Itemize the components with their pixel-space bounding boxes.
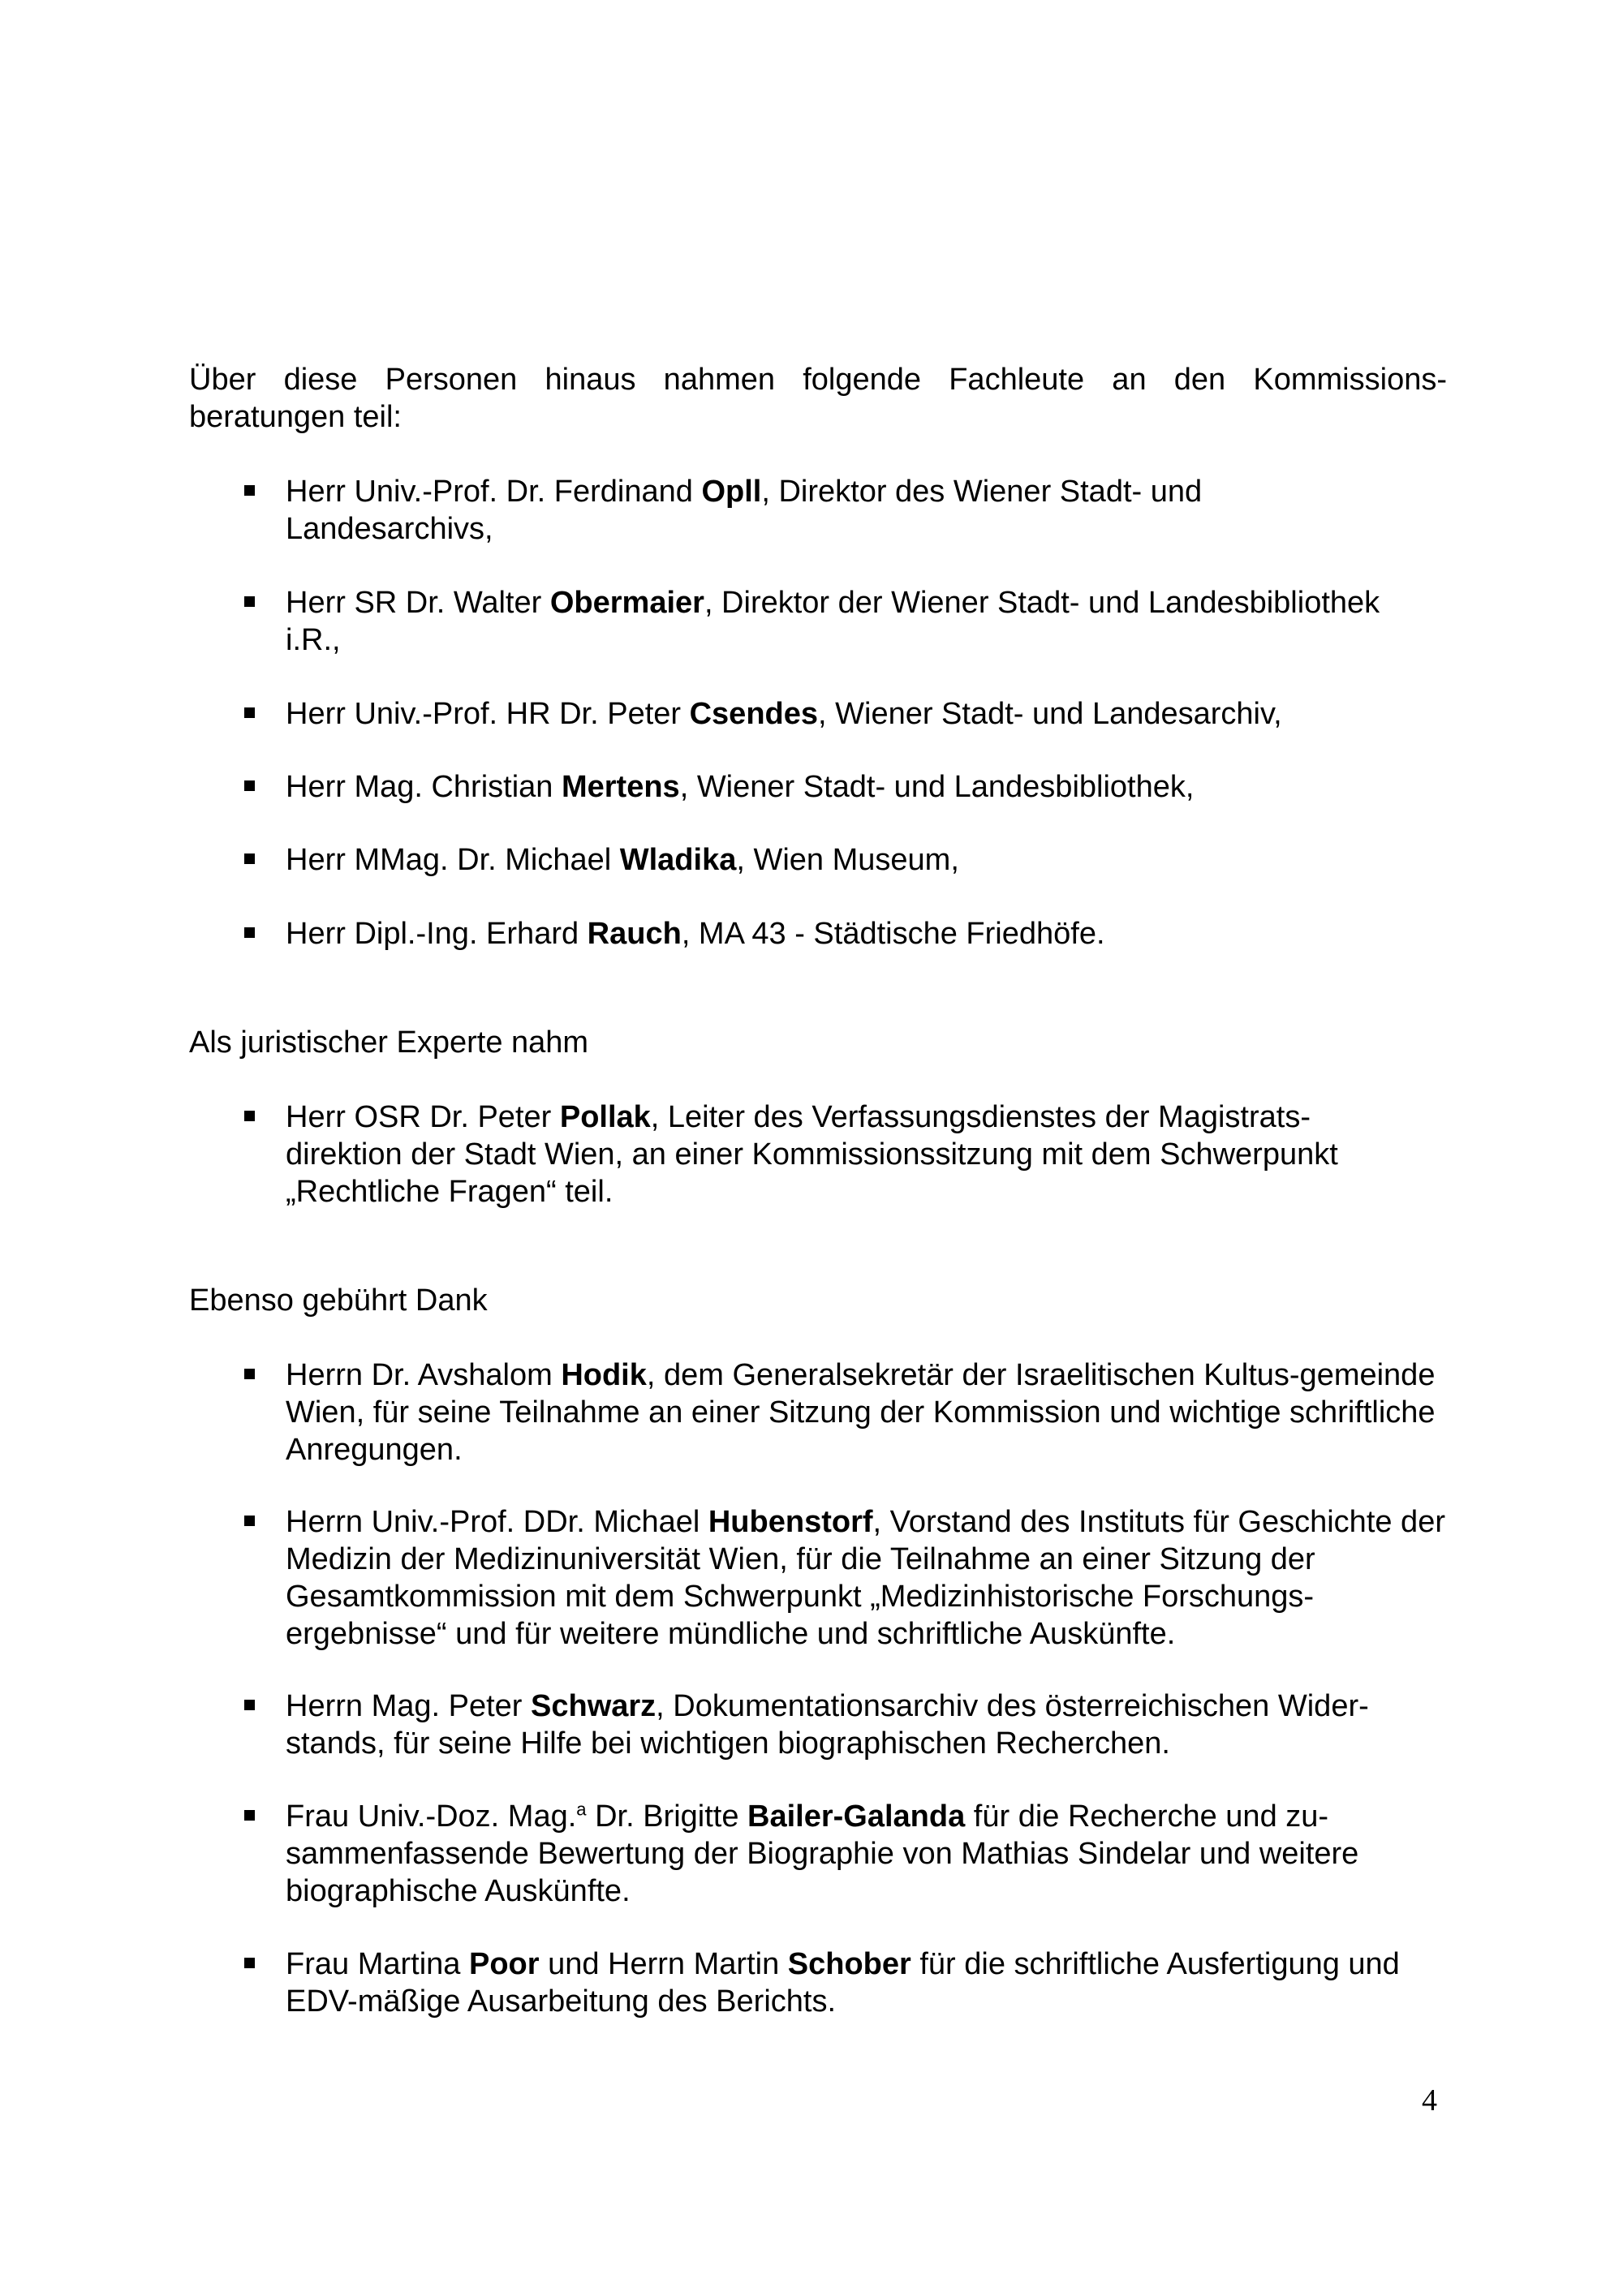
person-name: Poor	[468, 1947, 540, 1981]
bullet-icon	[244, 596, 255, 607]
person-name: Obermaier	[549, 586, 704, 620]
person-name: Wladika	[619, 843, 737, 877]
person-name: Hodik	[561, 1358, 647, 1392]
person-name: Bailer-Galanda	[747, 1799, 966, 1834]
legal-heading: Als juristischer Experte nahm	[189, 1025, 589, 1060]
page-number: 4	[1422, 2083, 1437, 2118]
person-name: Schwarz	[531, 1689, 657, 1723]
bullet-icon	[244, 1516, 255, 1526]
person-name: Opll	[701, 475, 762, 509]
bullet-icon	[244, 1111, 255, 1121]
bullet-icon	[244, 707, 255, 718]
intro-line-2: beratungen teil:	[189, 400, 402, 434]
person-name: Pollak	[559, 1100, 651, 1134]
bullet-icon	[244, 485, 255, 496]
bullet-icon	[244, 1700, 255, 1710]
person-name: Hubenstorf	[708, 1505, 873, 1539]
person-name: Schober	[787, 1947, 911, 1981]
bullet-icon	[244, 1958, 255, 1968]
person-name: Csendes	[689, 697, 819, 731]
bullet-icon	[244, 927, 255, 938]
bullet-icon	[244, 1810, 255, 1821]
document-page: Über diese Personen hinaus nahmen folgende Fachleute an den Kommissions- beratungen teil: Herr Univ.-Prof. Dr. Ferdinand Opll, Direktor des Wiener Stadt- und Landesarchivs, Herr SR Dr. Walter Obermaier, Direktor der Wiener Stadt- und Landesbibliothek i.R., Herr Univ.-Prof. HR Dr. Peter Csendes, Wiener Stadt- und Landesarchiv, Herr Mag. Christian Mertens, Wiener Stadt- und Landesbibliothek, Herr MMag. Dr. Michael Wladika, Wien Museum, Herr Dipl.-Ing. Erhard Rauch, MA 43 - Städtische Friedhöfe. Als juristischer Experte nahm Herr OSR Dr. Peter Pollak, Leiter des Verfassungsdienstes der Magistrats-direktion der Stadt Wien, an einer Kommissionssitzung mit dem Schwerpunkt „Rechtliche Fragen“ teil. Ebenso gebührt Dank Herrn Dr. Avshalom Hodik, dem Generalsekretär der Israelitischen Kultus-gemeinde Wien, für seine Teilnahme an einer Sitzung der Kommission und wichtige schriftliche Anregungen. Herrn Univ.-Prof. DDr. Michael Hubenstorf, Vorstand des Instituts für Geschichte der Medizin der Medizinuniversität Wien, für die Teilnahme an einer Sitzung der Gesamtkommission mit dem Schwerpunkt „Medizinhistorische Forschungs-ergebnisse“ und für weitere mündliche und schriftliche Auskünfte. Herrn Mag. Peter Schwarz, Dokumentationsarchiv des österreichischen Wider-stands, für seine Hilfe bei wichtigen biographischen Recherchen. Frau Univ.-Doz. Mag.$^a$ Dr. Brigitte Bailer-Galanda für die Recherche und zu-sammenfassende Bewertung der Biographie von Mathias Sindelar und weitere biographische Auskünfte. Frau Martina Poor und Herrn Martin Schober für die schriftliche Ausfertigung und EDV-mäßige Ausarbeitung des Berichts. 4	[189, 363, 1447, 2118]
person-name: Rauch	[587, 917, 682, 951]
person-name: Mertens	[561, 770, 680, 804]
bullet-icon	[244, 780, 255, 791]
intro-paragraph	[189, 361, 1447, 436]
intro-line-1: Über diese Personen hinaus nahmen folgende Fachleute an den Kommissions-	[189, 363, 1447, 397]
bullet-icon	[244, 1369, 255, 1379]
thanks-heading: Ebenso gebührt Dank	[189, 1283, 488, 1318]
bullet-icon	[244, 853, 255, 864]
